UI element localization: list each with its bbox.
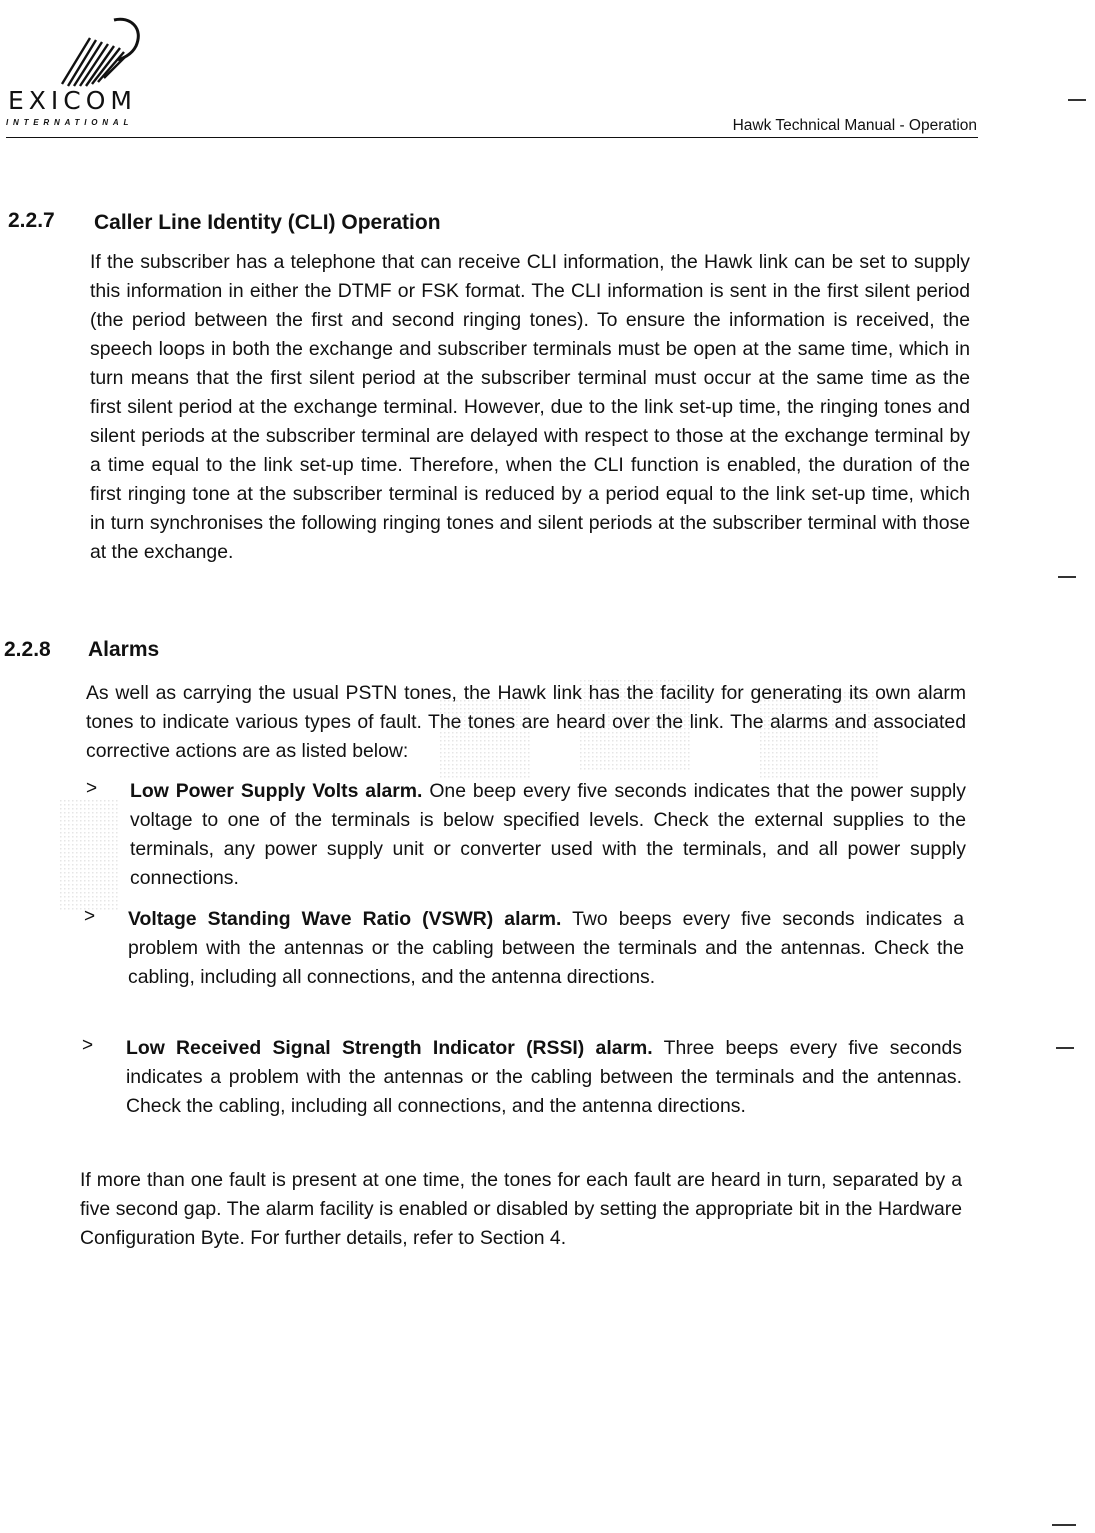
exicom-logo: [6, 14, 206, 134]
scan-edge-mark: [1056, 1047, 1074, 1049]
section-228-number: 2.2.8: [4, 638, 51, 661]
section-227-body: If the subscriber has a telephone that can receive CLI information, the Hawk link can be set to supply this information in either the DTMF or FSK format. The CLI information is sent in the first silent period (the period between the first and second ringing tones). To ensure the information is received, the speech loops in both the exchange and subscriber terminals must be open at the same time, which in turn means that the first silent period at the subscriber terminal must occur at the same time as the first silent period at the exchange terminal. However, due to the link set-up time, the ringing tones and silent periods at the subscriber terminal are delayed with respect to those at the exchange terminal by a time equal to the link set-up time. Therefore, when the CLI function is enabled, the duration of the first ringing tone at the subscriber terminal is reduced by a period equal to the link set-up time, which in turn synchronises the following ringing tones and silent periods at the subscriber terminal with those at the exchange.: [90, 251, 970, 563]
alarm-item-heading: Low Received Signal Strength Indicator (RSSI) alarm.: [126, 1037, 653, 1059]
exicom-logo-mark-icon: [52, 14, 152, 96]
section-228-intro: As well as carrying the usual PSTN tones, the Hawk link has the facility for generating its own alarm tones to indicate various types of fault. The tones are heard over the link. The alarms and associated corrective actions are as listed below:: [86, 682, 966, 762]
bullet-marker: >: [84, 906, 96, 927]
scan-edge-mark: [1068, 99, 1086, 101]
logo-subtitle: INTERNATIONAL: [6, 118, 134, 127]
alarm-item-heading: Low Power Supply Volts alarm.: [130, 780, 423, 802]
bullet-marker: >: [86, 778, 98, 799]
alarm-item-heading: Voltage Standing Wave Ratio (VSWR) alarm.: [128, 908, 562, 930]
header-rule: [6, 137, 978, 138]
bullet-marker: >: [82, 1035, 94, 1056]
scan-edge-mark: [1058, 576, 1076, 578]
alarm-item-text: Two beeps every five seconds indicates a problem with the antennas or the cabling between the terminals and the antennas. Check the cabling, including all connections, and the antenna directions.: [128, 908, 964, 988]
scan-edge-mark: [1052, 1524, 1076, 1526]
alarm-item-text: Three beeps every five seconds indicates a problem with the antennas or the cabling between the terminals and the antennas. Check the cabling, including all connections, and the antenna directions.: [126, 1037, 963, 1117]
section-227-title: Caller Line Identity (CLI) Operation: [94, 211, 441, 234]
section-227-number: 2.2.7: [8, 209, 55, 232]
running-header-title: Hawk Technical Manual - Operation: [732, 117, 977, 134]
alarm-item-vswr: [128, 905, 964, 992]
alarm-item-text: One beep every five seconds indicates that the power supply voltage to one of the terminals is below specified levels. Check the external supplies to the terminals, any power supply unit or converter used with the terminals, and all power supply connections.: [130, 780, 967, 889]
section-228-closing: If more than one fault is present at one time, the tones for each fault are heard in turn, separated by a five second gap. The alarm facility is enabled or disabled by setting the appropriate bit in the Hardware Configuration Byte. For further details, refer to Section 4.: [80, 1169, 962, 1249]
alarm-item-low-power: [130, 777, 966, 893]
alarm-item-rssi: [126, 1034, 962, 1121]
logo-wordmark: EXICOM: [8, 86, 137, 115]
section-228-title: Alarms: [88, 638, 160, 661]
